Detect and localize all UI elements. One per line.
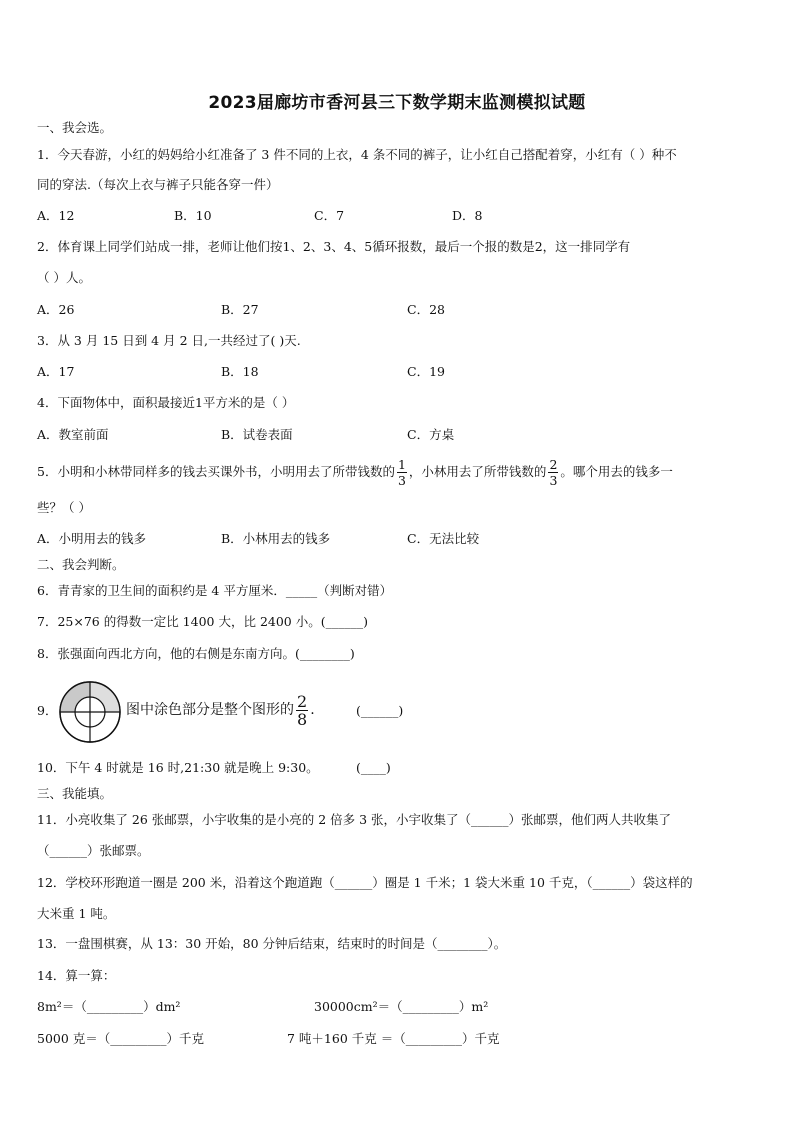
question-2-option-a[interactable]: A．26 [37,302,75,317]
question-9-period: . [310,702,315,718]
question-13: 13．一盘围棋赛，从 13：30 开始，80 分钟后结束，结束时的时间是（________）。 [37,936,507,951]
fraction-denominator: 3 [397,473,406,488]
question-1-option-c[interactable]: C．7 [314,208,345,223]
question-14-item-4[interactable]: 7 吨＋160 千克 ＝（_________）千克 [287,1031,500,1046]
question-3-option-c[interactable]: C．19 [407,364,445,379]
question-2-line-2: （ ）人。 [37,270,91,285]
shaded-circle-icon [58,680,122,744]
question-4-line-1: 4．下面物体中，面积最接近1平方米的是（ ） [37,395,295,410]
question-5-option-a[interactable]: A．小明用去的钱多 [37,531,147,546]
question-5-line-1 [37,452,673,492]
question-1-option-d[interactable]: D．8 [452,208,483,223]
question-2-line-1: 2．体育课上同学们站成一排，老师让他们按1、2、3、4、5循环报数，最后一个报的数是2，这一排同学有 [37,239,631,254]
question-3-option-b[interactable]: B．18 [221,364,259,379]
fraction-denominator: 3 [549,473,558,488]
question-1-line-1: 1．今天春游，小红的妈妈给小红准备了 3 件不同的上衣，4 条不同的裤子，让小红自己搭配着穿，小红有（ ）种不 [37,147,677,162]
question-1-line-2: 同的穿法.（每次上衣与裤子只能各穿一件） [37,177,279,192]
question-14-label: 14．算一算： [37,968,116,983]
section-choice: 一、我会选。 [37,120,113,135]
question-12-line-1: 12．学校环形跑道一圈是 200 米，沿着这个跑道跑（______）圈是 1 千米；1 袋大米重 10 千克，（______）袋这样的 [37,875,693,890]
fraction-numerator: 2 [297,691,308,711]
question-1-option-a[interactable]: A．12 [37,208,75,223]
question-4-option-a[interactable]: A．教室前面 [37,427,109,442]
question-3-option-a[interactable]: A．17 [37,364,75,379]
question-5-text-3: 。哪个用去的钱多一 [560,464,673,479]
question-10-blank[interactable]: (____) [356,760,391,775]
question-4-option-c[interactable]: C．方桌 [407,427,455,442]
question-5-text-1: 5．小明和小林带同样多的钱去买课外书，小明用去了所带钱数的 [37,464,395,479]
question-9-statement: 图中涂色部分是整个图形的 [126,702,294,718]
question-11-line-2: （______）张邮票。 [37,843,150,858]
question-5-line-2: 些？（ ） [37,500,91,515]
question-10: 10．下午 4 时就是 16 时,21:30 就是晚上 9:30。 [37,760,319,775]
page-title: 2023届廊坊市香河县三下数学期末监测模拟试题 [208,93,586,113]
question-8: 8．张强面向西北方向，他的右侧是东南方向。(________) [37,646,355,661]
fraction-two-thirds [548,457,558,488]
question-9-text [126,690,315,730]
fraction-two-eighths [296,693,308,728]
question-9-number: 9． [37,703,58,718]
fraction-one-third [397,457,407,488]
question-14-item-3[interactable]: 5000 克＝（_________）千克 [37,1031,205,1046]
question-11-line-1: 11．小亮收集了 26 张邮票，小宇收集的是小亮的 2 倍多 3 张，小宇收集了（______）张邮票，他们两人共收集了 [37,812,672,827]
question-5-text-2: ，小林用去了所带钱数的 [408,464,547,479]
section-judge: 二、我会判断。 [37,557,125,572]
question-5-option-c[interactable]: C．无法比较 [407,531,480,546]
fraction-denominator: 8 [297,709,308,729]
question-4-option-b[interactable]: B．试卷表面 [221,427,293,442]
question-6: 6．青青家的卫生间的面积约是 4 平方厘米．_____（判断对错） [37,583,393,598]
section-fill: 三、我能填。 [37,786,113,801]
question-2-option-b[interactable]: B．27 [221,302,259,317]
question-1-option-b[interactable]: B．10 [174,208,212,223]
fraction-numerator: 2 [549,457,558,472]
question-14-item-2[interactable]: 30000cm²＝（_________）m² [314,999,489,1014]
circle-figure [58,680,122,744]
question-14-item-1[interactable]: 8m²＝（_________）dm² [37,999,181,1014]
question-3-line-1: 3．从 3 月 15 日到 4 月 2 日,一共经过了( )天. [37,333,301,348]
question-12-line-2: 大米重 1 吨。 [37,906,116,921]
question-2-option-c[interactable]: C．28 [407,302,445,317]
question-5-option-b[interactable]: B．小林用去的钱多 [221,531,331,546]
question-7: 7．25×76 的得数一定比 1400 大，比 2400 小。(______) [37,614,368,629]
fraction-numerator: 1 [397,457,406,472]
question-9-blank[interactable]: (______) [356,703,404,718]
